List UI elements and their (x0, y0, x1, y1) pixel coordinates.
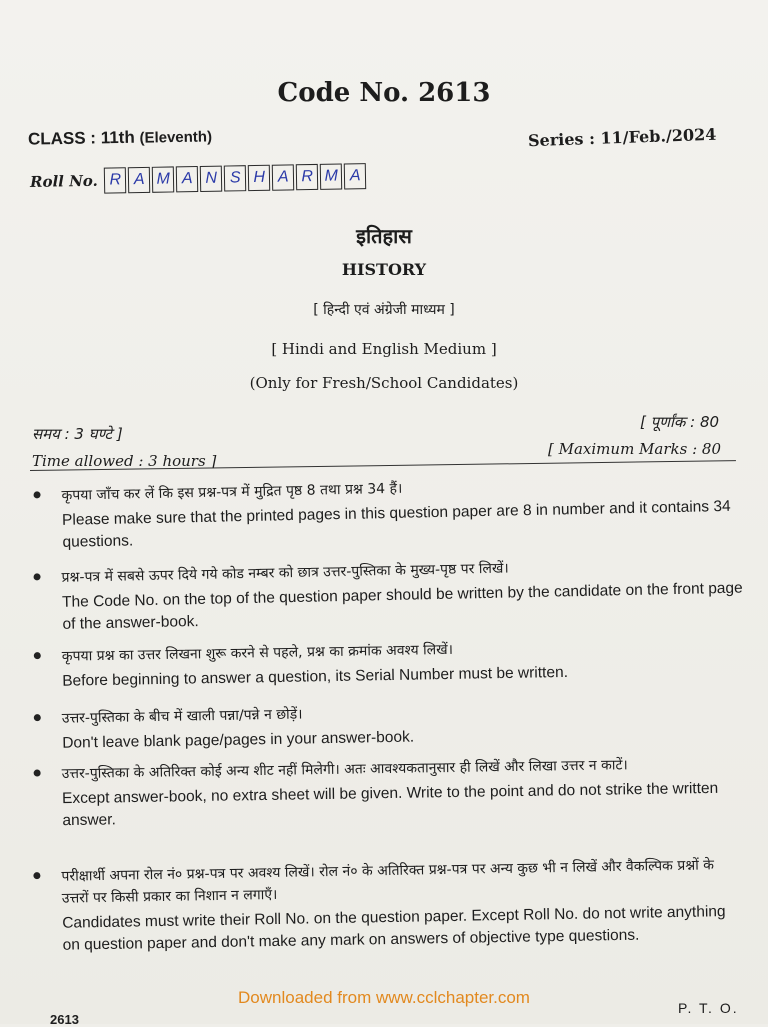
class-label (28, 126, 212, 149)
instruction-english: The Code No. on the top of the question paper should be written by the candidate on the front page of the answer-book. (61, 579, 743, 633)
instruction-hindi: उत्तर-पुस्तिका के बीच में खाली पन्ना/पन्ने न छोड़ें। (61, 706, 303, 727)
roll-box[interactable]: A (344, 163, 366, 189)
medium-english: [ Hindi and English Medium ] (271, 340, 497, 358)
subject-title-hindi: इतिहास (356, 224, 412, 248)
time-hindi: समय : 3 घण्टे ] (32, 425, 123, 443)
bullet-icon (33, 872, 40, 879)
roll-box[interactable]: M (152, 166, 174, 192)
instruction-hindi: प्रश्न-पत्र में सबसे ऊपर दिये गये कोड नम्बर को छात्र उत्तर-पुस्तिका के मुख्य-पृष्ठ पर लिखें। (61, 560, 509, 586)
marks-hindi: [ पूर्णांक : 80 (640, 413, 720, 431)
roll-box[interactable]: A (272, 164, 294, 190)
time-english: Time allowed : 3 hours ] (32, 452, 217, 470)
candidates-note: (Only for Fresh/School Candidates) (249, 374, 519, 392)
bullet-icon (33, 573, 40, 580)
series-label: Series : 11/Feb./2024 (527, 124, 717, 151)
roll-box[interactable]: R (296, 164, 318, 190)
instruction-item (33, 471, 744, 555)
roll-number-boxes[interactable] (104, 163, 368, 194)
instruction-item (34, 696, 745, 755)
page-code: 2613 (50, 1012, 79, 1027)
roll-box[interactable]: A (176, 166, 198, 192)
roll-box[interactable]: N (200, 166, 222, 192)
roll-label: Roll No. (29, 171, 98, 191)
bullet-icon (34, 652, 41, 659)
bullet-icon (33, 491, 40, 498)
roll-box[interactable]: A (128, 167, 150, 193)
code-number: Code No. 2613 (277, 78, 491, 108)
roll-box[interactable]: H (248, 165, 270, 191)
roll-number-row (30, 163, 368, 195)
download-watermark[interactable]: Downloaded from www.cclchapter.com (238, 988, 530, 1007)
class-value: CLASS : 11th (27, 127, 135, 149)
instruction-hindi: कृपया प्रश्न का उत्तर लिखना शुरू करने से पहले, प्रश्न का क्रमांक अवश्य लिखें। (61, 641, 454, 665)
instruction-item (33, 553, 744, 637)
instruction-item (34, 634, 745, 693)
instruction-hindi: परीक्षार्थी अपना रोल नं० प्रश्न-पत्र पर अवश्य लिखें। रोल नं० के अतिरिक्त प्रश्न-पत्र पर अन्य कुछ भी न लिखें और वैकल्पिक प्रश्नों के उत्तरों पर किसी प्रकार का निशान न लगाएँ। (61, 857, 715, 907)
bullet-icon (34, 714, 41, 721)
instruction-hindi: कृपया जाँच कर लें कि इस प्रश्न-पत्र में मुद्रित पृष्ठ 8 तथा प्रश्न 34 हैं। (61, 480, 403, 504)
instruction-hindi: उत्तर-पुस्तिका के अतिरिक्त कोई अन्य शीट नहीं मिलेगी। अतः आवश्यकतानुसार ही लिखें और लिखा उत्तर न काटें। (61, 757, 628, 783)
instruction-item (34, 752, 745, 832)
medium-hindi: [ हिन्दी एवं अंग्रेजी माध्यम ] (313, 302, 455, 318)
instruction-english: Candidates must write their Roll No. on the question paper. Except Roll No. do not write anything on question paper and don't make any mark on answers of objective type questions. (62, 903, 726, 954)
roll-box[interactable]: M (320, 164, 342, 190)
subject-title-english: HISTORY (341, 260, 427, 279)
roll-box[interactable]: S (224, 165, 246, 191)
pto-label: P. T. O. (678, 1000, 739, 1016)
instruction-english: Except answer-book, no extra sheet will be given. Write to the point and do not strike the written answer. (61, 779, 719, 830)
instruction-english: Please make sure that the printed pages in this question paper are 8 in number and it contains 34 questions. (61, 497, 731, 551)
class-sub: (Eleventh) (139, 128, 213, 147)
roll-box[interactable]: R (104, 167, 126, 193)
instruction-english: Don't leave blank page/pages in your answer-book. (62, 728, 415, 752)
instruction-item (33, 854, 744, 957)
bullet-icon (34, 769, 41, 776)
instruction-english: Before beginning to answer a question, its Serial Number must be written. (62, 663, 569, 690)
marks-english: [ Maximum Marks : 80 (548, 440, 721, 458)
